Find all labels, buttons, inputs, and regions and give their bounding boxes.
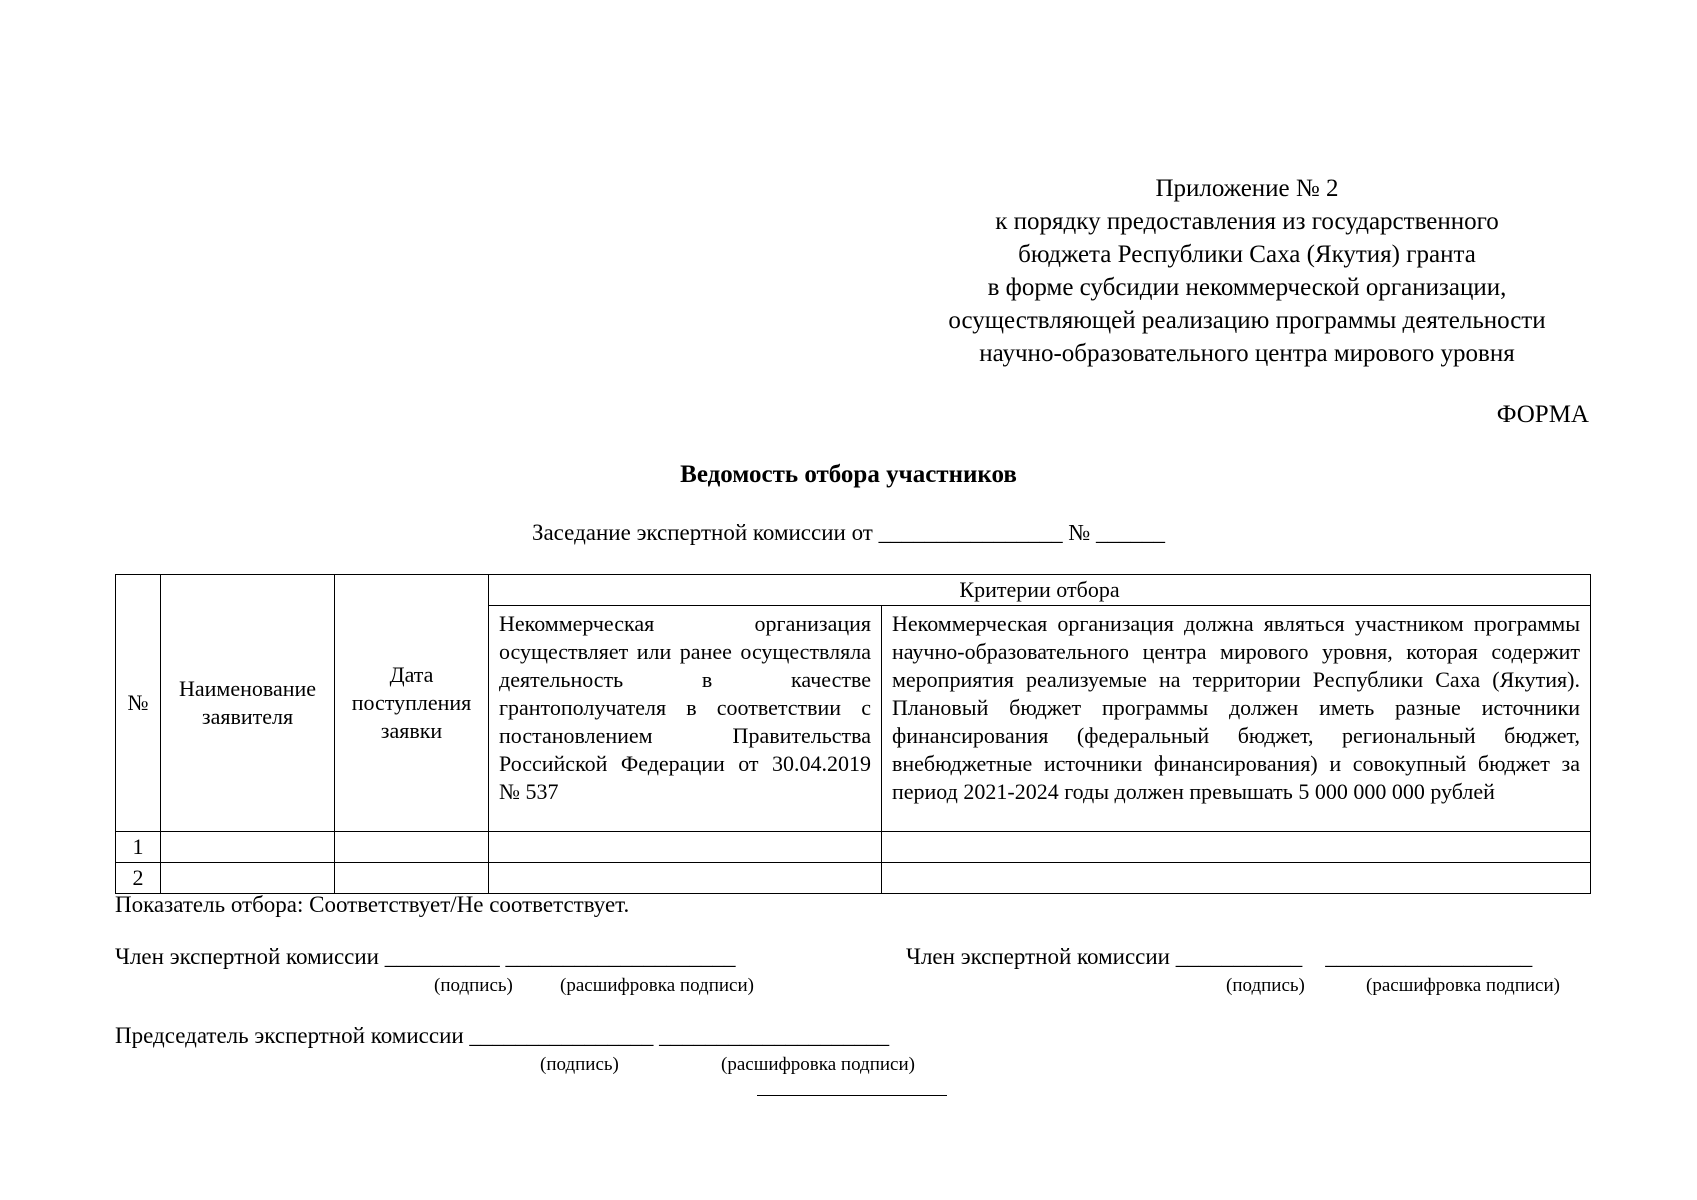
caption-decode: (расшифровка подписи) (721, 1054, 915, 1075)
row-applicant-cell (161, 832, 335, 863)
member-signature-right: Член экспертной комиссии ___________ __________________ (906, 944, 1533, 969)
table-row (116, 863, 1591, 894)
header-criterion-1: Некоммерческая организация осуществляет или ранее осуществляла деятельность в качестве грантополучателя в соответствии с постановлением Правительства Российской Федерации от 30.04.2019 № 537 (489, 606, 882, 832)
row-criterion-1-cell (489, 863, 882, 894)
header-date: Дата поступления заявки (335, 575, 489, 832)
caption-signature: (подпись) (540, 1054, 619, 1075)
appendix-line: бюджета Республики Саха (Якутия) гранта (1018, 241, 1476, 268)
table-row (116, 832, 1591, 863)
selection-indicator: Показатель отбора: Соответствует/Не соответствует. (115, 892, 630, 917)
header-num: № (116, 575, 161, 832)
caption-decode: (расшифровка подписи) (1366, 975, 1560, 996)
header-criterion-2: Некоммерческая организация должна являться участником программы научно-образовательного центра мирового уровня, которая содержит мероприятия реализуемые на территории Республики Саха (Якутия). Плановый бюджет программы должен иметь разные источники финансирования (федеральный бюджет, региональный бюджет, внебюджетные источники финансирования) и совокупный бюджет за период 2021-2024 годы должен превышать 5 000 000 000 рублей (882, 606, 1591, 832)
meeting-line: Заседание экспертной комиссии от ________________ № ______ (531, 520, 1166, 545)
selection-table (115, 574, 1591, 894)
appendix-block (905, 172, 1589, 370)
row-criterion-2-cell (882, 832, 1591, 863)
appendix-line: Приложение № 2 (1155, 175, 1339, 202)
document-title: Ведомость отбора участников (680, 461, 1017, 488)
appendix-line: к порядку предоставления из государственного (995, 208, 1499, 235)
caption-signature: (подпись) (434, 975, 513, 996)
chairman-signature: Председатель экспертной комиссии ________________ ____________________ (115, 1023, 890, 1048)
form-label: ФОРМА (1496, 401, 1589, 428)
appendix-line: осуществляющей реализацию программы деятельности (948, 307, 1546, 334)
appendix-line: в форме субсидии некоммерческой организации, (987, 274, 1507, 301)
row-date-cell (335, 832, 489, 863)
row-num: 1 (116, 832, 161, 863)
end-divider (757, 1095, 947, 1096)
row-applicant-cell (161, 863, 335, 894)
header-criteria: Критерии отбора (489, 575, 1591, 606)
member-signature-left: Член экспертной комиссии __________ ____________________ (115, 944, 736, 969)
header-applicant: Наименование заявителя (161, 575, 335, 832)
row-criterion-2-cell (882, 863, 1591, 894)
row-num: 2 (116, 863, 161, 894)
appendix-line: научно-образовательного центра мирового уровня (979, 340, 1515, 367)
caption-decode: (расшифровка подписи) (560, 975, 754, 996)
caption-signature: (подпись) (1226, 975, 1305, 996)
row-date-cell (335, 863, 489, 894)
row-criterion-1-cell (489, 832, 882, 863)
